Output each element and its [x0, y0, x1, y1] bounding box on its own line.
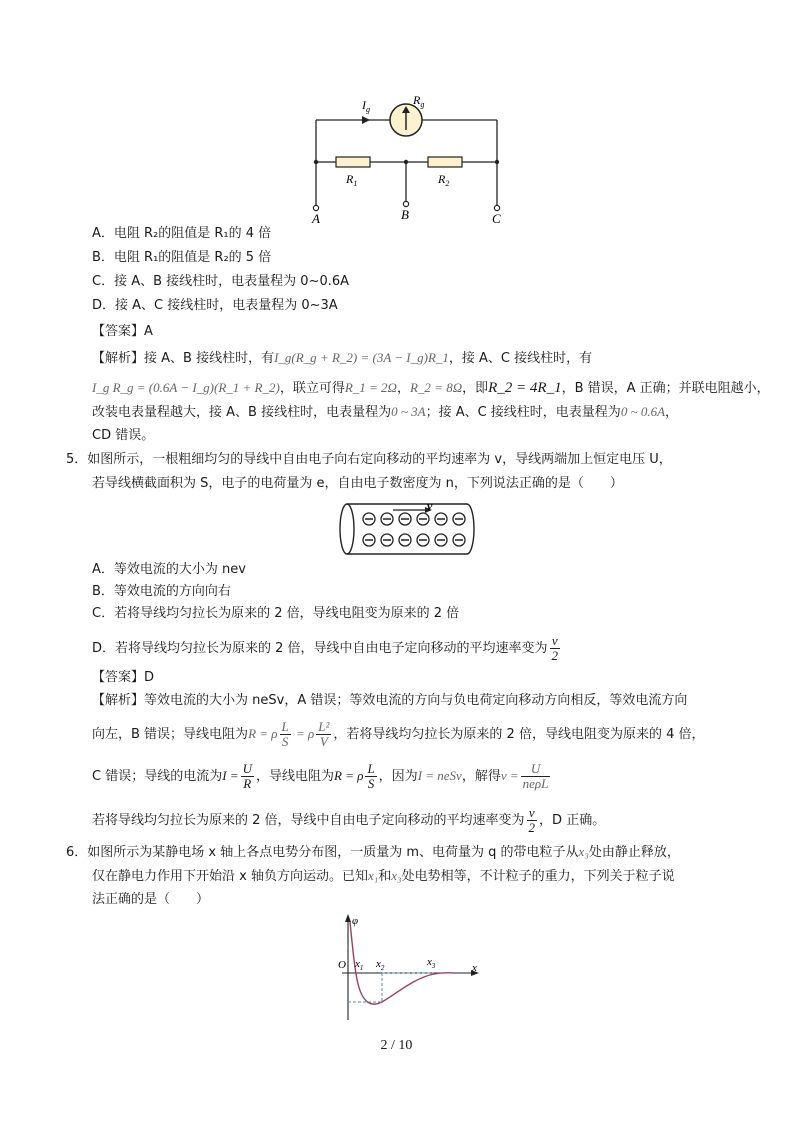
terminal-c	[494, 205, 499, 210]
q4-option-c: C．接 A、B 接线柱时，电表量程为 0~0.6A	[92, 274, 350, 289]
page-number: 2 / 10	[380, 1038, 413, 1053]
x1-label: $x_1$	[355, 958, 364, 972]
q5-analysis-line4: 若将导线均匀拉长为原来的 2 倍，导线中自由电子定向移动的平均速率变为 $\frac{v}{2}$ ，D 正确。	[92, 805, 606, 835]
q4-option-d: D．接 A、C 接线柱时，电表量程为 0~3A	[92, 298, 338, 313]
svg-text:Ig: $I_g$	[362, 98, 370, 114]
current-arrow-icon	[362, 116, 370, 124]
q4-analysis-line2: I_g R_g = (0.6A − I_g)(R_1 + R_2)，联立可得R_1 = 2Ω，R_2 = 8Ω，即R_2 = 4R_1，B 错误，A 正确；并联电阻越小，	[92, 380, 770, 396]
q5-option-b: B．等效电流的方向向右	[92, 584, 231, 599]
axis-phi-label: φ	[352, 915, 359, 927]
label-r2: R	[438, 172, 446, 186]
x2-label: $x_2$	[376, 958, 385, 972]
q4-analysis-line4: CD 错误。	[92, 428, 155, 443]
origin-label: O	[338, 959, 346, 971]
resistor-r1	[336, 157, 370, 167]
wire-diagram	[335, 500, 480, 558]
q4-eq2: I_g R_g = (0.6A − I_g)(R_1 + R_2)	[92, 380, 280, 395]
terminal-a	[313, 205, 318, 210]
q6-stem-line2: 仅在静电力作用下开始沿 x 轴负方向运动。已知x₁和x₃处电势相等，不计粒子的重力，下列关于粒子说	[92, 868, 675, 884]
q4-answer: 【答案】A	[92, 324, 153, 339]
circuit-diagram	[300, 92, 515, 227]
q5-option-c: C．若将导线均匀拉长为原来的 2 倍，导线电阻变为原来的 2 倍	[92, 606, 460, 621]
q4-eq1: I_g(R_g + R_2) = (3A − I_g)R_1	[274, 350, 449, 365]
q4-analysis-line1: 【解析】接 A、B 接线柱时，有I_g(R_g + R_2) = (3A − I_g)R_1，接 A、C 接线柱时，有	[92, 350, 593, 366]
label-a: A	[312, 211, 320, 226]
potential-graph	[330, 912, 490, 1024]
label-ig: I	[362, 98, 366, 112]
electron-icons	[363, 513, 465, 546]
label-b: B	[401, 207, 409, 222]
q4-option-b: B．电阻 R₁的阻值是 R₂的 5 倍	[92, 250, 272, 265]
svg-text:R2: $R_2$	[438, 172, 450, 188]
x3-label: $x_3$	[427, 956, 436, 970]
label-c: C	[492, 211, 501, 226]
q5-analysis-line2: 向左，B 错误；导线电阻为R = ρ $\frac{L}{S}$ = ρ $\frac{\text{L²}}{V}$ ，若将导线均匀拉长为原来的 2 倍，导线电阻变为原来的 4 倍，	[92, 719, 705, 749]
label-rg: R	[413, 93, 421, 107]
q5-analysis-line3: C 错误；导线的电流为I = $\frac{U}{R}$ ，导线电阻为R = ρ $\frac{L}{S}$ ，因为I = neSv，解得v = $\frac{U}{\text{neρL}}$	[92, 761, 549, 791]
terminal-b	[403, 201, 408, 206]
q4-analysis-line3: 改装电表量程越大，接 A、B 接线柱时，电表量程为0 ~ 3A；接 A、C 接线柱时，电表量程为0 ~ 0.6A，	[92, 404, 679, 420]
label-r1: R	[346, 172, 354, 186]
q5-answer: 【答案】D	[92, 670, 155, 685]
velocity-label: v	[427, 500, 433, 513]
q5-option-d: D．若将导线均匀拉长为原来的 2 倍，导线中自由电子定向移动的平均速率变为 $\frac{v}{2}$	[92, 633, 559, 663]
q4-option-a: A．电阻 R₂的阻值是 R₁的 4 倍	[92, 226, 272, 241]
q5-option-a: A．等效电流的大小为 nev	[92, 562, 246, 577]
axis-x-label: x	[472, 962, 477, 974]
q5-frac-v2: $\frac{v}{2}$	[551, 633, 559, 663]
q6-stem-line3: 法正确的是（ ）	[92, 892, 210, 907]
q5-stem-line1: 5．如图所示，一根粗细均匀的导线中自由电子向右定向移动的平均速率为 v，导线两端加上恒定电压 U，	[66, 452, 672, 467]
potential-curve	[350, 922, 454, 1004]
svg-text:R1: $R_1$	[346, 172, 358, 188]
svg-text:Rg: $R_g$	[413, 93, 425, 109]
q6-stem-line1: 6．如图所示为某静电场 x 轴上各点电势分布图，一质量为 m、电荷量为 q 的带电粒子从x₃处由静止释放，	[66, 844, 680, 860]
q5-analysis-line1: 【解析】等效电流的大小为 neSv，A 错误；等效电流的方向与负电荷定向移动方向相反，等效电流方向	[92, 693, 688, 708]
q5-stem-line2: 若导线横截面积为 S，电子的电荷量为 e，自由电子数密度为 n，下列说法正确的是（ ）	[92, 476, 623, 491]
resistor-r2	[428, 157, 462, 167]
